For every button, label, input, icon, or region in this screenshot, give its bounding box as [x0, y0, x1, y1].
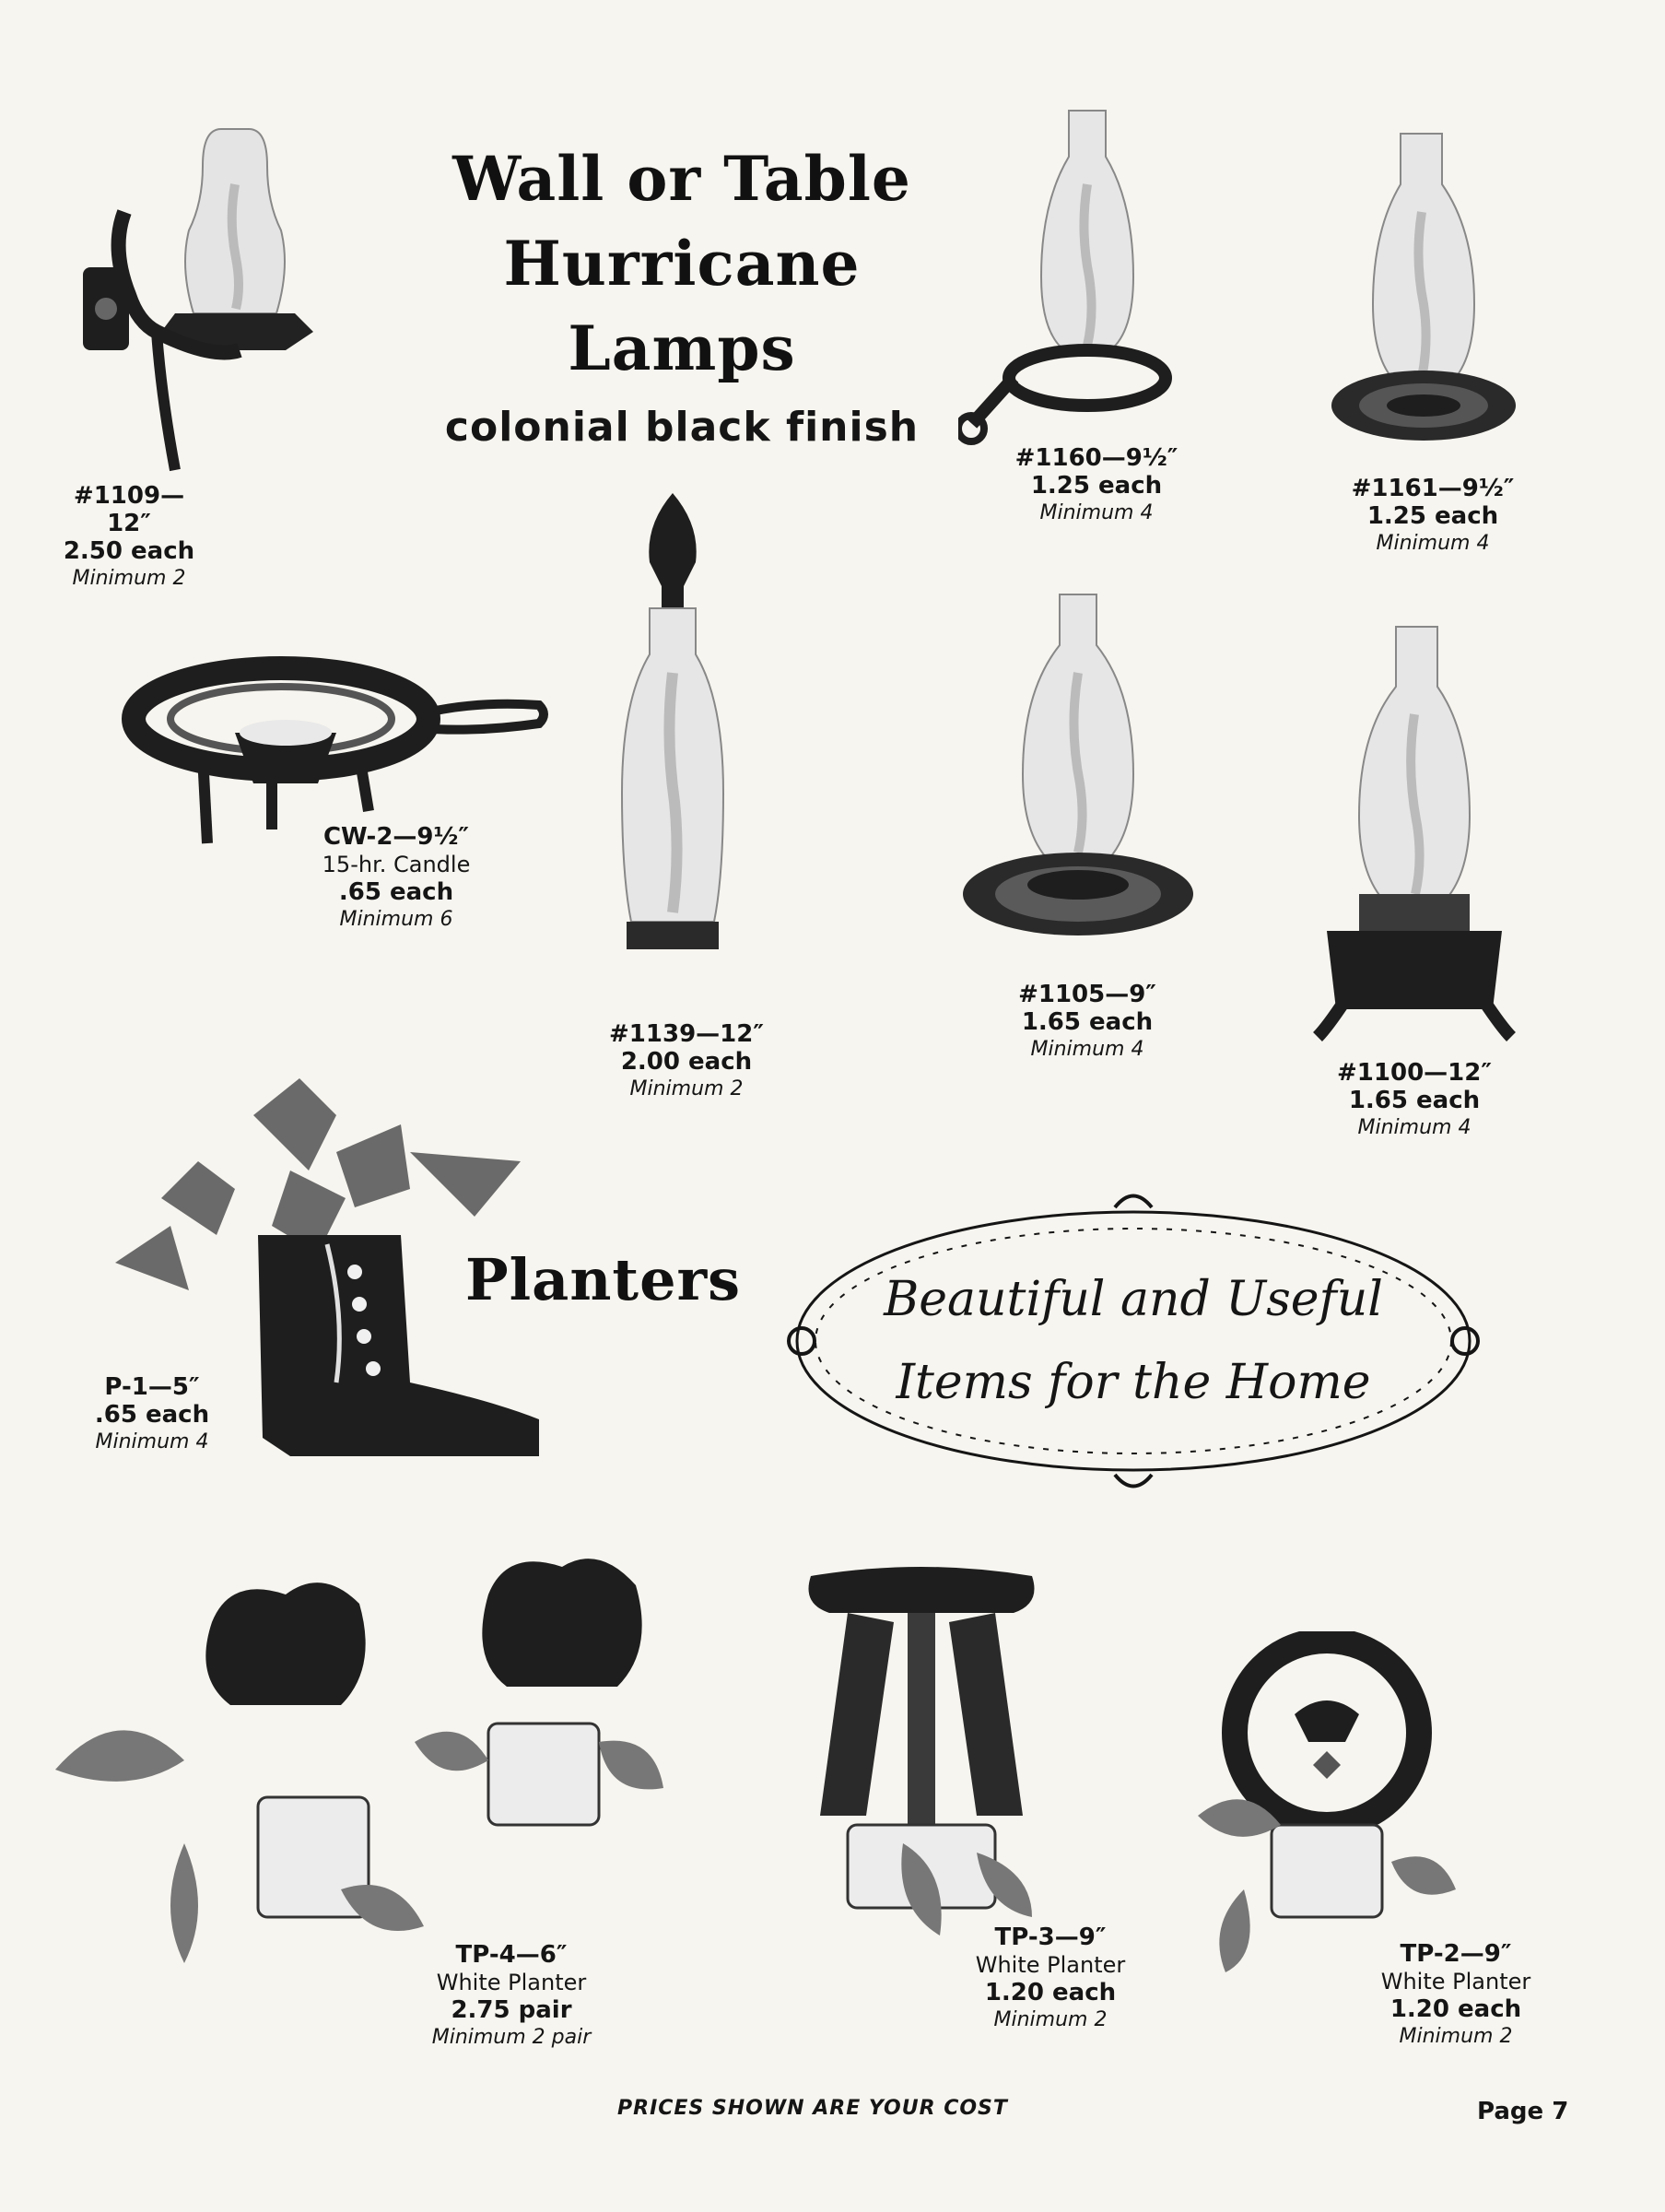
banner-line-1: Beautiful and Useful: [884, 1272, 1383, 1327]
banner-line-2: Items for the Home: [896, 1355, 1371, 1410]
caption-p1: [74, 1373, 230, 1456]
caption-tp2: [1364, 1940, 1548, 2051]
product-price: 1.65 each: [1021, 1008, 1154, 1036]
planter-tp4-image: [46, 1539, 673, 1991]
lamps-heading: [405, 136, 958, 451]
product-code: TP-4—6″: [455, 1941, 568, 1969]
product-code: #1100—12″: [1337, 1059, 1492, 1087]
product-minimum: Minimum 4: [1039, 501, 1154, 524]
product-price: 2.75 pair: [451, 1996, 572, 2024]
product-code: #1139—12″: [609, 1020, 764, 1048]
lamp-1100-image: [1308, 622, 1520, 1055]
product-minimum: Minimum 2: [72, 567, 186, 590]
product-price: .65 each: [338, 878, 454, 906]
product-description: 15-hr. Candle: [322, 852, 471, 877]
product-minimum: Minimum 4: [1376, 532, 1490, 555]
lamp-1105-image: [958, 590, 1198, 959]
product-description: White Planter: [975, 1952, 1126, 1978]
product-description: White Planter: [1380, 1969, 1531, 1994]
product-code: #1160—9½″: [1014, 444, 1178, 472]
heading-line-2: Hurricane: [503, 228, 861, 300]
caption-1100: [1308, 1059, 1520, 1142]
product-minimum: Minimum 2: [993, 2008, 1108, 2031]
caption-1109: [55, 482, 203, 593]
planter-tp2-image: [1189, 1631, 1465, 1972]
product-minimum: Minimum 4: [1030, 1038, 1144, 1061]
planter-tp3-image: [792, 1567, 1050, 1945]
product-code: P-1—5″: [104, 1373, 200, 1401]
caption-1139: [585, 1020, 788, 1103]
product-minimum: Minimum 2 pair: [431, 2026, 592, 2049]
heading-line-1: Wall or Table: [452, 143, 911, 215]
lamp-1160-image: [958, 101, 1179, 452]
product-code: TP-2—9″: [1400, 1940, 1512, 1968]
product-code: TP-3—9″: [994, 1924, 1107, 1951]
footer-note: PRICES SHOWN ARE YOUR COST: [617, 2097, 1008, 2120]
product-code: #1109—12″: [73, 482, 185, 537]
page-number: Page 7: [1477, 2098, 1569, 2125]
lamp-1161-image: [1327, 129, 1520, 470]
product-code: CW-2—9½″: [322, 823, 470, 851]
decorative-banner: [774, 1180, 1493, 1502]
product-minimum: Minimum 2: [1399, 2025, 1513, 2048]
product-minimum: Minimum 2: [629, 1077, 744, 1100]
product-price: 1.25 each: [1030, 472, 1163, 500]
heading-subtitle: colonial black finish: [444, 404, 920, 451]
product-price: 1.25 each: [1366, 502, 1499, 530]
banner-frame: [774, 1180, 1493, 1502]
product-price: 2.00 each: [620, 1048, 753, 1076]
caption-cw2: [304, 823, 488, 934]
product-minimum: Minimum 4: [95, 1430, 209, 1453]
heading-line-3: Lamps: [568, 312, 796, 384]
product-price: 1.20 each: [1389, 1995, 1522, 2023]
lamp-1109-image: [74, 101, 350, 488]
product-code: #1161—9½″: [1351, 475, 1515, 502]
caption-tp4: [405, 1941, 617, 2052]
product-minimum: Minimum 6: [339, 908, 453, 931]
product-minimum: Minimum 4: [1357, 1116, 1472, 1139]
caption-1161: [1341, 475, 1525, 558]
lamp-1139-image: [608, 488, 737, 968]
product-price: 2.50 each: [63, 537, 195, 565]
planters-heading: Planters: [465, 1246, 742, 1313]
caption-1105: [995, 981, 1179, 1064]
product-price: 1.20 each: [984, 1979, 1117, 2006]
product-code: #1105—9″: [1018, 981, 1156, 1008]
caption-tp3: [949, 1924, 1152, 2034]
product-description: White Planter: [436, 1970, 587, 1995]
caption-1160: [1000, 444, 1193, 527]
product-price: 1.65 each: [1348, 1087, 1481, 1114]
product-price: .65 each: [94, 1401, 210, 1429]
